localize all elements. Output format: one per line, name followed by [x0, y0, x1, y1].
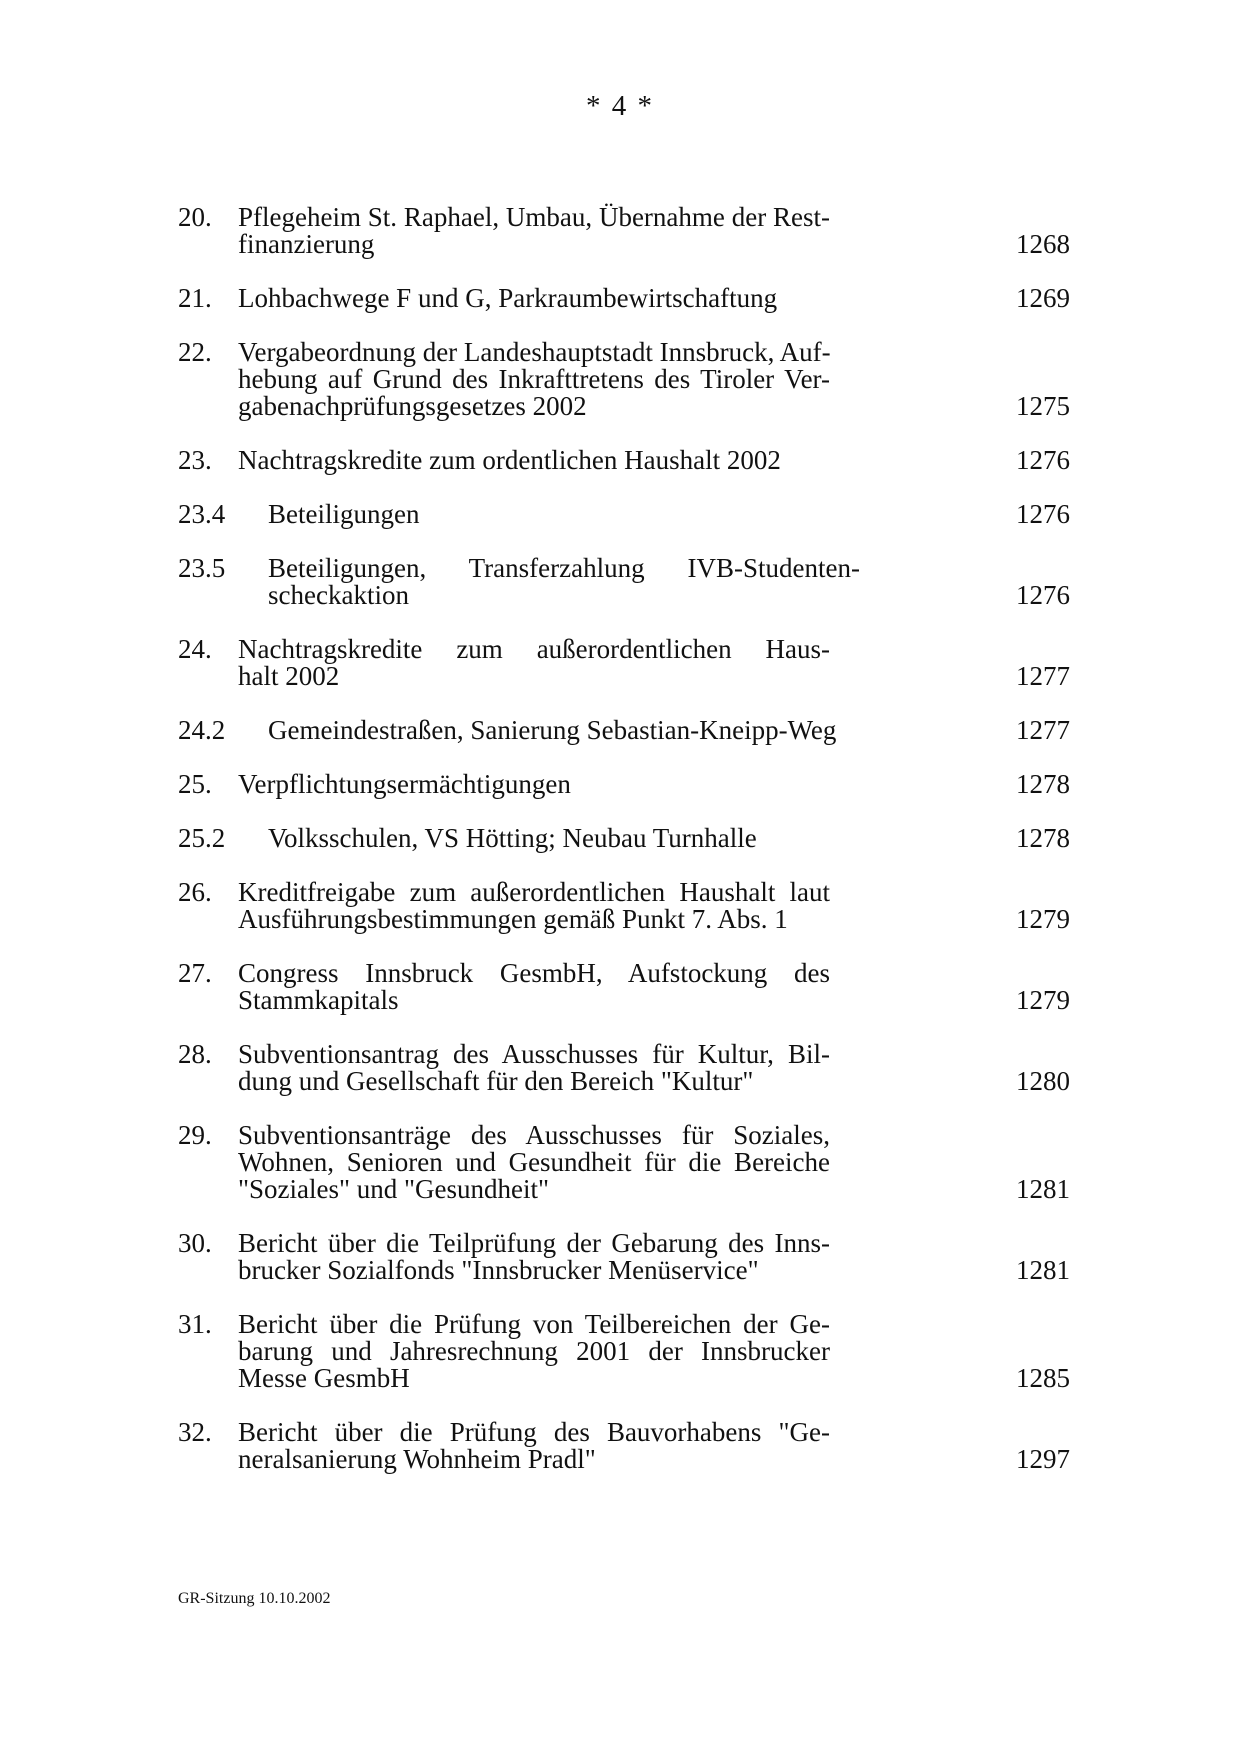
- toc-entry-page: 1276: [1016, 499, 1070, 529]
- toc-entry-number: 20.: [178, 202, 212, 232]
- toc-entry-title: [238, 1230, 1068, 1284]
- toc-entry-title-line: Nachtragskredite zum ordentlichen Haushalt 2002: [238, 445, 781, 475]
- toc-entry-title-line: hebung auf Grund des Inkrafttretens des Tiroler Ver-: [238, 364, 830, 394]
- toc-entry-title-line: Wohnen, Senioren und Gesundheit für die Bereiche: [238, 1147, 830, 1177]
- toc-entry-title-line: neralsanierung Wohnheim Pradl": [238, 1444, 596, 1474]
- toc-entry-page: 1269: [1016, 283, 1070, 313]
- toc-entry-title: [268, 501, 1068, 528]
- toc-entry-title: [238, 285, 1068, 312]
- toc-entry-number: 25.2: [178, 823, 226, 853]
- toc-entry-number: 26.: [178, 877, 212, 907]
- toc-entry-page: 1278: [1016, 823, 1070, 853]
- toc-entry-title: [238, 636, 1068, 690]
- toc-entry-number: 24.: [178, 634, 212, 664]
- toc-entry-number: 25.: [178, 769, 212, 799]
- toc-entry-title-line: gabenachprüfungsgesetzes 2002: [238, 391, 587, 421]
- toc-entry-title-line: Beteiligungen: [268, 499, 420, 529]
- toc-entry: [178, 285, 1070, 312]
- toc-entry-title-line: Vergabeordnung der Landeshauptstadt Innsbruck, Auf-: [238, 337, 831, 367]
- toc-entry-number: 28.: [178, 1039, 212, 1069]
- toc-entry-title-line: Ausführungsbestimmungen gemäß Punkt 7. Abs. 1: [238, 904, 788, 934]
- toc-entry-title-line: "Soziales" und "Gesundheit": [238, 1174, 550, 1204]
- toc-entry-title-line: Kreditfreigabe zum außerordentlichen Haushalt laut: [238, 877, 830, 907]
- toc-entry: [178, 1041, 1070, 1095]
- toc-entry-title-line: barung und Jahresrechnung 2001 der Innsbrucker: [238, 1336, 830, 1366]
- toc-entry-title-line: Verpflichtungsermächtigungen: [238, 769, 571, 799]
- toc-entry-title: [238, 960, 1068, 1014]
- toc-entry-page: 1297: [1016, 1444, 1070, 1474]
- toc-entry-page: 1275: [1016, 391, 1070, 421]
- toc-entry-title-line: scheckaktion: [268, 580, 409, 610]
- toc-entry: [178, 447, 1070, 474]
- toc-entry: [178, 204, 1070, 258]
- toc-entry: [178, 1230, 1070, 1284]
- toc-entry-number: 31.: [178, 1309, 212, 1339]
- toc-entry-title-line: Stammkapitals: [238, 985, 399, 1015]
- toc-entry: [178, 501, 1070, 528]
- toc-entry-page: 1279: [1016, 904, 1070, 934]
- toc-entry-page: 1280: [1016, 1066, 1070, 1096]
- toc-entry-title: [268, 825, 1068, 852]
- toc-entry-title-line: halt 2002: [238, 661, 340, 691]
- toc-entry-number: 24.2: [178, 715, 226, 745]
- toc-entry-title: [238, 339, 1068, 420]
- toc-entry-page: 1277: [1016, 715, 1070, 745]
- toc-entry-title-line: dung und Gesellschaft für den Bereich "Kultur": [238, 1066, 754, 1096]
- table-of-contents: [178, 204, 1070, 1500]
- toc-entry: [178, 1122, 1070, 1203]
- toc-entry-number: 22.: [178, 337, 212, 367]
- toc-entry-page: 1281: [1016, 1255, 1070, 1285]
- toc-entry-number: 23.4: [178, 499, 226, 529]
- toc-entry-title-line: Beteiligungen, Transferzahlung IVB-Studenten-: [268, 553, 860, 583]
- toc-entry-title: [238, 447, 1068, 474]
- toc-entry-title: [238, 1122, 1068, 1203]
- toc-entry-title-line: brucker Sozialfonds "Innsbrucker Menüservice": [238, 1255, 759, 1285]
- toc-entry-title: [268, 717, 1068, 744]
- toc-entry-title-line: Pflegeheim St. Raphael, Umbau, Übernahme der Rest-: [238, 202, 830, 232]
- toc-entry: [178, 717, 1070, 744]
- toc-entry: [178, 1419, 1070, 1473]
- toc-entry-title-line: finanzierung: [238, 229, 375, 259]
- toc-entry-title-line: Subventionsantrag des Ausschusses für Kultur, Bil-: [238, 1039, 830, 1069]
- footer-session-date: GR-Sitzung 10.10.2002: [178, 1590, 331, 1607]
- toc-entry-title: [238, 204, 1068, 258]
- toc-entry-title: [238, 1419, 1068, 1473]
- toc-entry: [178, 771, 1070, 798]
- toc-entry-number: 21.: [178, 283, 212, 313]
- toc-entry-number: 27.: [178, 958, 212, 988]
- toc-entry-title: [268, 555, 1068, 609]
- toc-entry-page: 1278: [1016, 769, 1070, 799]
- toc-entry: [178, 879, 1070, 933]
- toc-entry-page: 1268: [1016, 229, 1070, 259]
- toc-entry: [178, 1311, 1070, 1392]
- toc-entry-title-line: Bericht über die Teilprüfung der Gebarung des Inns-: [238, 1228, 830, 1258]
- toc-entry: [178, 339, 1070, 420]
- toc-entry-title-line: Bericht über die Prüfung des Bauvorhabens "Ge-: [238, 1417, 830, 1447]
- toc-entry-page: 1277: [1016, 661, 1070, 691]
- toc-entry-title: [238, 1041, 1068, 1095]
- toc-entry-number: 30.: [178, 1228, 212, 1258]
- toc-entry: [178, 555, 1070, 609]
- toc-entry-number: 23.5: [178, 553, 226, 583]
- toc-entry-number: 32.: [178, 1417, 212, 1447]
- toc-entry-number: 29.: [178, 1120, 212, 1150]
- toc-entry: [178, 825, 1070, 852]
- toc-entry-title-line: Congress Innsbruck GesmbH, Aufstockung des: [238, 958, 830, 988]
- toc-entry: [178, 960, 1070, 1014]
- toc-entry-title-line: Lohbachwege F und G, Parkraumbewirtschaftung: [238, 283, 778, 313]
- toc-entry-title: [238, 1311, 1068, 1392]
- toc-entry-title-line: Bericht über die Prüfung von Teilbereichen der Ge-: [238, 1309, 830, 1339]
- toc-entry-title-line: Nachtragskredite zum außerordentlichen Haus-: [238, 634, 830, 664]
- toc-entry-title: [238, 879, 1068, 933]
- toc-entry-title-line: Gemeindestraßen, Sanierung Sebastian-Kneipp-Weg: [268, 715, 837, 745]
- toc-entry-title-line: Volksschulen, VS Hötting; Neubau Turnhalle: [268, 823, 757, 853]
- toc-entry-title-line: Subventionsanträge des Ausschusses für Soziales,: [238, 1120, 830, 1150]
- toc-entry: [178, 636, 1070, 690]
- page-number: * 4 *: [586, 90, 654, 122]
- toc-entry-number: 23.: [178, 445, 212, 475]
- toc-entry-page: 1279: [1016, 985, 1070, 1015]
- toc-entry-page: 1276: [1016, 580, 1070, 610]
- toc-entry-page: 1281: [1016, 1174, 1070, 1204]
- toc-entry-title-line: Messe GesmbH: [238, 1363, 410, 1393]
- toc-entry-page: 1276: [1016, 445, 1070, 475]
- toc-entry-title: [238, 771, 1068, 798]
- toc-entry-page: 1285: [1016, 1363, 1070, 1393]
